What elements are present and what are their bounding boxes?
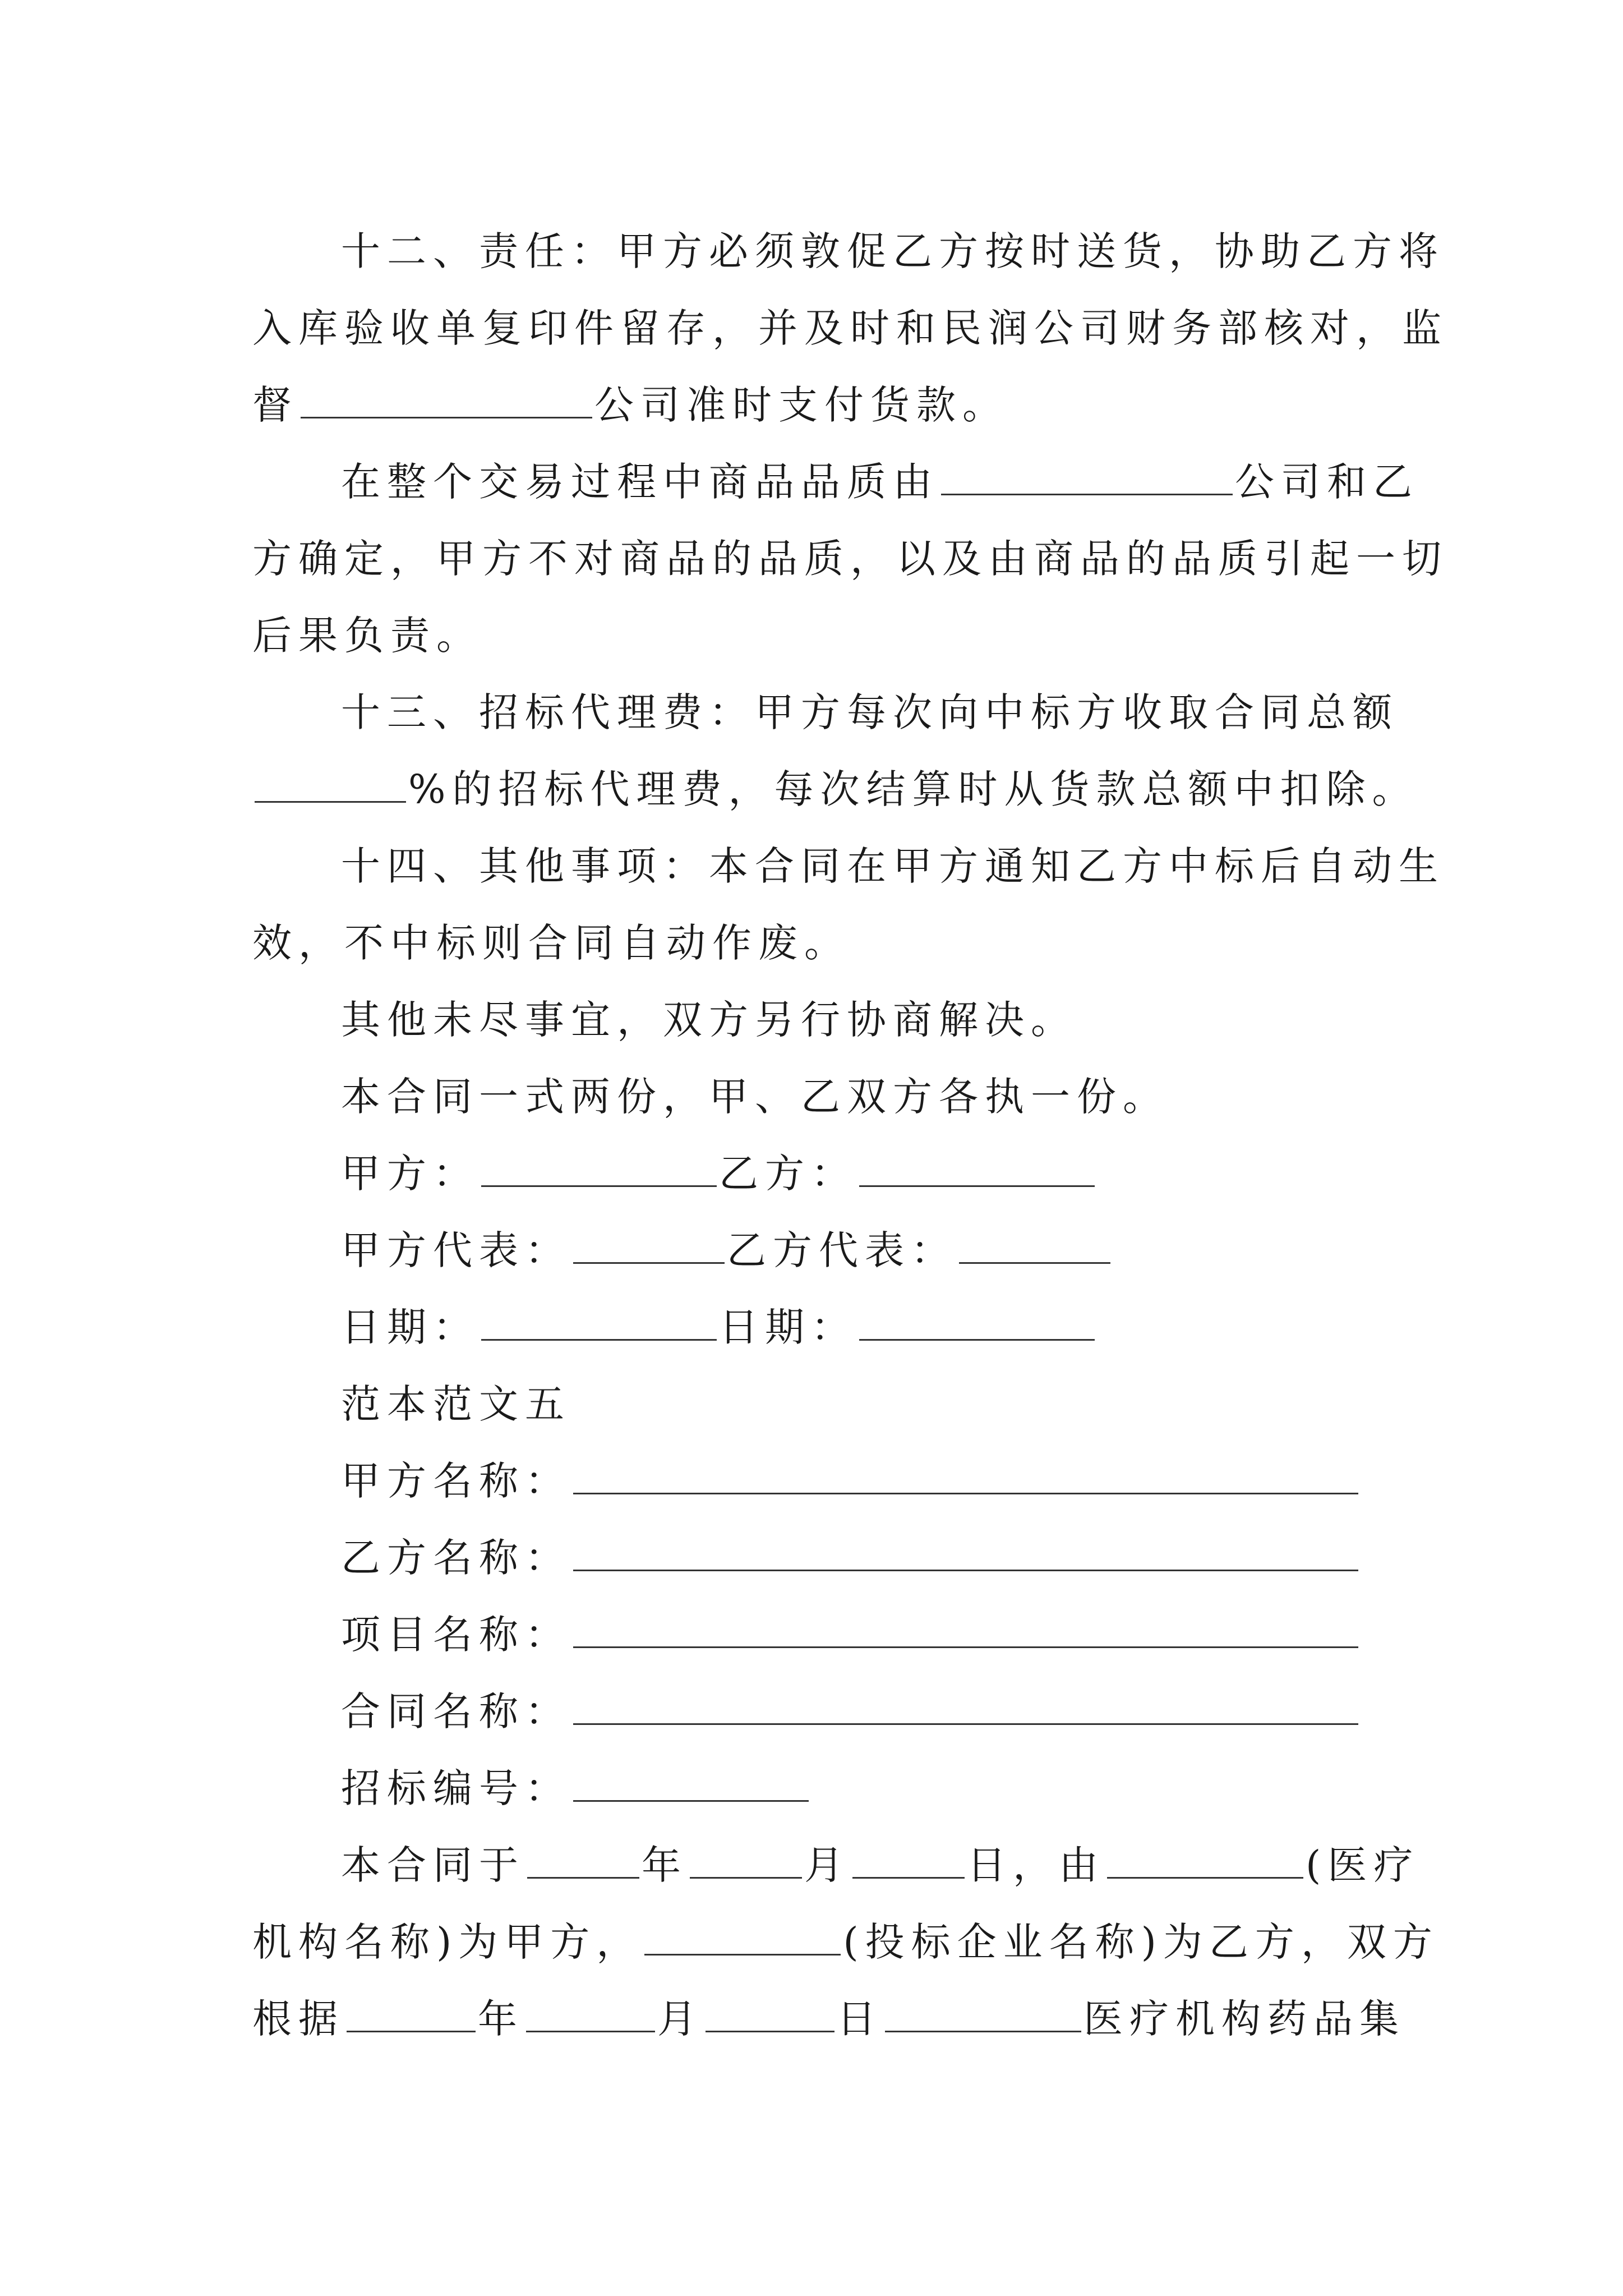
intro-text: 医疗机构药品集 — [1083, 1996, 1405, 2042]
bid-no-blank[interactable] — [573, 1756, 809, 1802]
clause-13-text: %的招标代理费，每次结算时从货款总额中扣除。 — [408, 766, 1418, 812]
contract-name-blank[interactable] — [573, 1680, 1358, 1725]
quality-text: 公司和乙 — [1235, 459, 1419, 505]
party-b-label: 乙方： — [719, 1151, 857, 1197]
party-b-blank[interactable] — [859, 1142, 1095, 1187]
field-project-line — [252, 1596, 1385, 1673]
bidder-blank[interactable] — [644, 1910, 841, 1955]
signature-rep-line — [252, 1212, 1385, 1289]
document-page — [252, 213, 1448, 2058]
party-b-name-label: 乙方名称： — [341, 1535, 571, 1581]
year-label: 年 — [478, 1996, 524, 2042]
year-blank[interactable] — [527, 1833, 639, 1879]
institution-blank[interactable] — [885, 1987, 1081, 2032]
other-matters-line — [252, 982, 1385, 1059]
intro-line-3 — [252, 1981, 1405, 2058]
clause-13-line-2 — [252, 751, 1418, 828]
template-title: 范本范文五 — [341, 1381, 571, 1427]
day-label: 日 — [837, 1996, 883, 2042]
quality-text: 后果负责。 — [252, 613, 482, 659]
intro-text: 根据 — [252, 1996, 344, 2042]
project-name-label: 项目名称： — [341, 1612, 571, 1658]
clause-12-text: 十二、责任：甲方必须敦促乙方按时送货，协助乙方将 — [341, 228, 1445, 274]
month-label: 月 — [657, 1996, 703, 2042]
party-a-blank[interactable] — [481, 1142, 717, 1187]
quality-text: 方确定，甲方不对商品的品质，以及由商品的品质引起一切 — [252, 536, 1448, 582]
clause-12-text: 入库验收单复印件留存，并及时和民润公司财务部核对，监 — [252, 305, 1448, 351]
day-blank[interactable] — [852, 1833, 965, 1879]
rep-a-blank[interactable] — [573, 1218, 725, 1264]
quality-line-2 — [252, 521, 1448, 597]
clause-13-line-1 — [252, 674, 1399, 751]
bid-no-label: 招标编号： — [341, 1765, 571, 1811]
month-blank[interactable] — [526, 1987, 655, 2032]
party-b-name-blank[interactable] — [573, 1526, 1358, 1571]
project-name-blank[interactable] — [573, 1603, 1358, 1648]
clause-13-text: 十三、招标代理费：甲方每次向中标方收取合同总额 — [341, 689, 1399, 735]
clause-12-line-3 — [252, 367, 1385, 444]
field-bid-no-line — [252, 1750, 1385, 1827]
clause-14-line-2 — [252, 905, 1385, 982]
institution-blank[interactable] — [1107, 1833, 1303, 1879]
clause-14-text: 效，不中标则合同自动作废。 — [252, 920, 850, 966]
signature-party-line — [252, 1135, 1385, 1212]
intro-text: 本合同于 — [341, 1842, 525, 1888]
day-label: 日，由 — [967, 1842, 1105, 1888]
rep-b-label: 乙方代表： — [727, 1227, 957, 1273]
clause-14-line-1 — [252, 828, 1445, 905]
intro-text: (医疗 — [1306, 1842, 1420, 1888]
date-b-label: 日期： — [719, 1304, 857, 1350]
date-b-blank[interactable] — [859, 1295, 1095, 1341]
quality-line-1 — [252, 444, 1419, 521]
intro-text: (投标企业名称)为乙方，双方 — [843, 1919, 1439, 1965]
clause-14-text: 十四、其他事项：本合同在甲方通知乙方中标后自动生 — [341, 843, 1445, 889]
year-blank[interactable] — [347, 1987, 476, 2032]
field-party-b-line — [252, 1520, 1385, 1596]
company-blank[interactable] — [301, 373, 592, 418]
month-label: 月 — [804, 1842, 850, 1888]
clause-12-text: 督 — [252, 382, 298, 428]
day-blank[interactable] — [706, 1987, 834, 2032]
rep-b-blank[interactable] — [959, 1218, 1110, 1264]
party-a-name-blank[interactable] — [573, 1449, 1358, 1494]
clause-12-line-1 — [252, 213, 1445, 290]
year-label: 年 — [642, 1842, 688, 1888]
signature-date-line — [252, 1289, 1385, 1366]
clause-12-line-2 — [252, 290, 1448, 367]
template-title-line — [252, 1366, 1385, 1443]
copies-text: 本合同一式两份，甲、乙双方各执一份。 — [341, 1074, 1169, 1120]
date-a-blank[interactable] — [481, 1295, 717, 1341]
quality-text: 在整个交易过程中商品品质由 — [341, 459, 939, 505]
other-matters-text: 其他未尽事宜，双方另行协商解决。 — [341, 997, 1077, 1043]
contract-name-label: 合同名称： — [341, 1688, 571, 1734]
field-contract-line — [252, 1673, 1385, 1750]
intro-line-1 — [252, 1827, 1420, 1904]
percentage-blank[interactable] — [255, 757, 406, 803]
intro-line-2 — [252, 1904, 1439, 1981]
company-blank[interactable] — [941, 450, 1233, 495]
intro-text: 机构名称)为甲方， — [252, 1919, 643, 1965]
clause-12-text: 公司准时支付货款。 — [594, 382, 1008, 428]
rep-a-label: 甲方代表： — [341, 1227, 571, 1273]
party-a-label: 甲方： — [341, 1151, 479, 1197]
quality-line-3 — [252, 597, 1385, 674]
month-blank[interactable] — [690, 1833, 802, 1879]
date-a-label: 日期： — [341, 1304, 479, 1350]
party-a-name-label: 甲方名称： — [341, 1458, 571, 1504]
field-party-a-line — [252, 1443, 1385, 1520]
copies-line — [252, 1059, 1385, 1135]
